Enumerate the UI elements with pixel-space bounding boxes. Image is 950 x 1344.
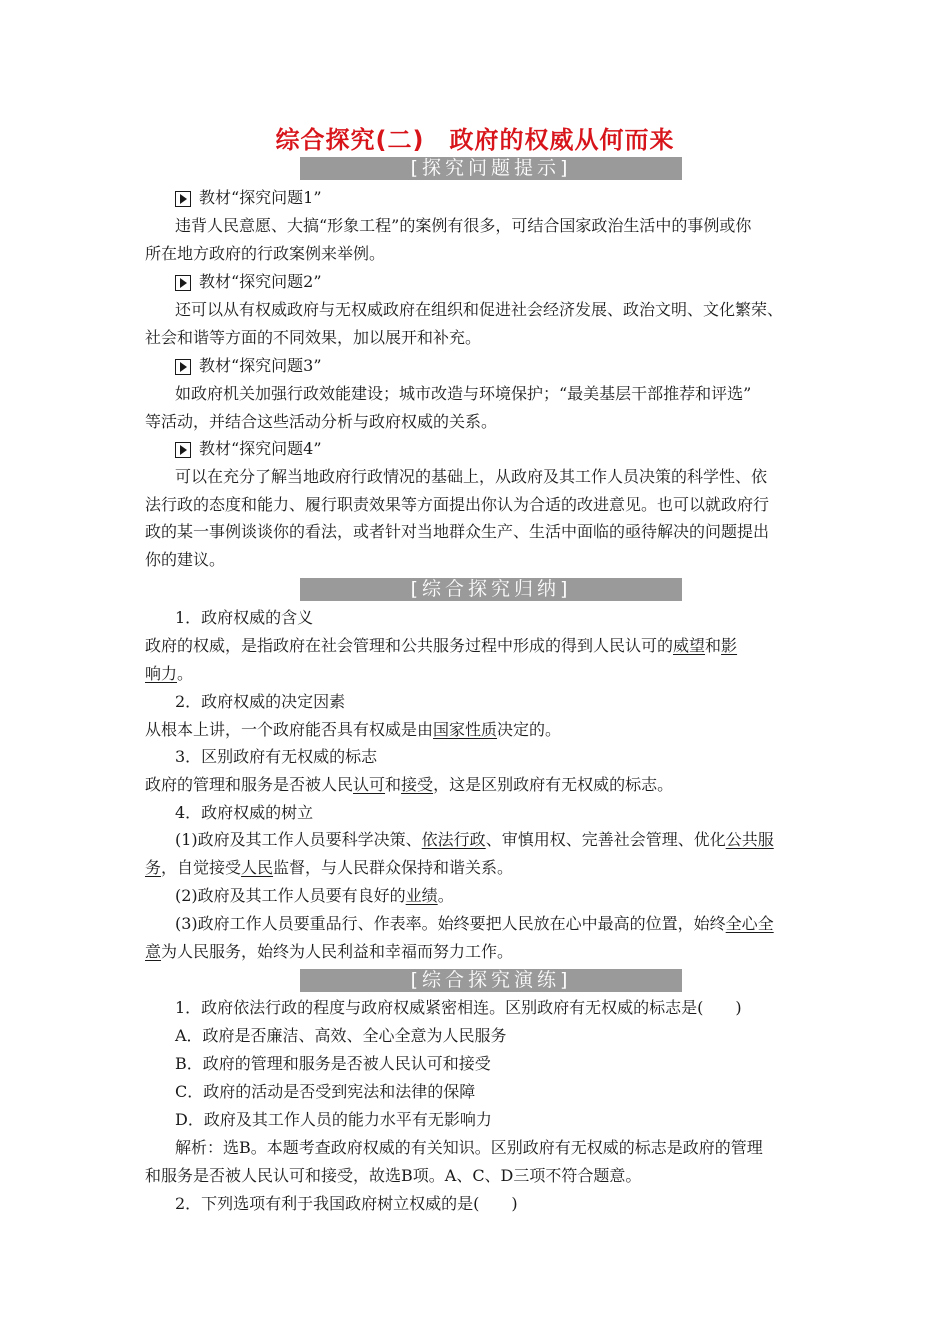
summary-3-heading: 3．区别政府有无权威的标志 [175,747,378,766]
question-1-option-d: D．政府及其工作人员的能力水平有无影响力 [175,1110,492,1129]
hint-1-heading: 教材“探究问题1” [145,184,322,212]
summary-2-text: 从根本上讲，一个政府能否具有权威是由国家性质决定的。 [145,720,562,739]
blank-answer: 全心全 [725,914,774,933]
section-header-practice: [综合探究演练] [300,969,682,992]
blank-answer: 人民 [241,858,274,877]
blank-answer: 依法行政 [421,830,486,849]
page-title: 综合探究(二) 政府的权威从何而来 [275,126,675,154]
question-1: 1．政府依法行政的程度与政府权威紧密相连。区别政府有无权威的标志是( ) [175,998,742,1017]
hint-4-text-line2: 法行政的态度和能力、履行职责效果等方面提出你认为合适的改进意见。也可以就政府行 [145,495,770,514]
summary-4-item3-line1: (3)政府工作人员要重品行、作表率。始终要把人民放在心中最高的位置，始终全心全 [175,914,774,933]
blank-answer: 接受 [401,775,434,794]
blank-answer: 意 [145,942,162,961]
blank-answer: 业绩 [405,886,438,905]
blank-answer: 务 [145,858,162,877]
blank-answer: 国家性质 [433,720,498,739]
summary-4-item1-line2: 务，自觉接受人民监督，与人民群众保持和谐关系。 [145,858,514,877]
play-marker-icon [175,275,191,291]
question-2: 2．下列选项有利于我国政府树立权威的是( ) [175,1194,518,1213]
hint-2-text-line1: 还可以从有权威政府与无权威政府在组织和促进社会经济发展、政治文明、文化繁荣、 [175,300,784,319]
section-header-summary: [综合探究归纳] [300,578,682,601]
summary-4-item1-line1: (1)政府及其工作人员要科学决策、依法行政、审慎用权、完善社会管理、优化公共服 [175,830,774,849]
section-header-hints: [探究问题提示] [300,157,682,180]
summary-1-text-line2: 响力。 [145,664,194,683]
blank-answer: 影 [721,636,738,655]
play-marker-icon [175,359,191,375]
summary-1-heading: 1．政府权威的含义 [175,608,314,627]
blank-answer: 认可 [353,775,386,794]
hint-2-text-line2: 社会和谐等方面的不同效果，加以展开和补充。 [145,328,482,347]
summary-3-text: 政府的管理和服务是否被人民认可和接受，这是区别政府有无权威的标志。 [145,775,674,794]
hint-4-text-line1: 可以在充分了解当地政府行政情况的基础上，从政府及其工作人员决策的科学性、依 [175,467,768,486]
summary-2-heading: 2．政府权威的决定因素 [175,692,346,711]
summary-4-item3-line2: 意为人民服务，始终为人民利益和幸福而努力工作。 [145,942,514,961]
hint-4-text-line4: 你的建议。 [145,550,226,569]
question-1-analysis-line1: 解析：选B。本题考查政府权威的有关知识。区别政府有无权威的标志是政府的管理 [175,1138,763,1157]
hint-2-heading: 教材“探究问题2” [145,268,322,296]
summary-4-item2: (2)政府及其工作人员要有良好的业绩。 [175,886,454,905]
hint-1-text-line2: 所在地方政府的行政案例来举例。 [145,244,386,263]
blank-answer: 公共服 [725,830,774,849]
question-1-option-c: C．政府的活动是否受到宪法和法律的保障 [175,1082,476,1101]
hint-4-text-line3: 政的某一事例谈谈你的看法，或者针对当地群众生产、生活中面临的亟待解决的问题提出 [145,522,770,541]
hint-4-heading: 教材“探究问题4” [145,435,322,463]
blank-answer: 威望 [673,636,706,655]
play-marker-icon [175,442,191,458]
question-1-option-a: A．政府是否廉洁、高效、全心全意为人民服务 [175,1026,507,1045]
summary-1-text-line1: 政府的权威，是指政府在社会管理和公共服务过程中形成的得到人民认可的威望和影 [145,636,738,655]
question-1-option-b: B．政府的管理和服务是否被人民认可和接受 [175,1054,491,1073]
play-marker-icon [175,191,191,207]
hint-3-text-line2: 等活动，并结合这些活动分析与政府权威的关系。 [145,412,498,431]
hint-1-text-line1: 违背人民意愿、大搞“形象工程”的案例有很多，可结合国家政治生活中的事例或你 [175,216,752,235]
question-1-analysis-line2: 和服务是否被人民认可和接受，故选B项。A、C、D三项不符合题意。 [145,1166,642,1185]
summary-4-heading: 4．政府权威的树立 [175,803,314,822]
hint-3-text-line1: 如政府机关加强行政效能建设；城市改造与环境保护；“最美基层干部推荐和评选” [175,384,752,403]
blank-answer: 响力 [145,664,178,683]
hint-3-heading: 教材“探究问题3” [145,352,322,380]
